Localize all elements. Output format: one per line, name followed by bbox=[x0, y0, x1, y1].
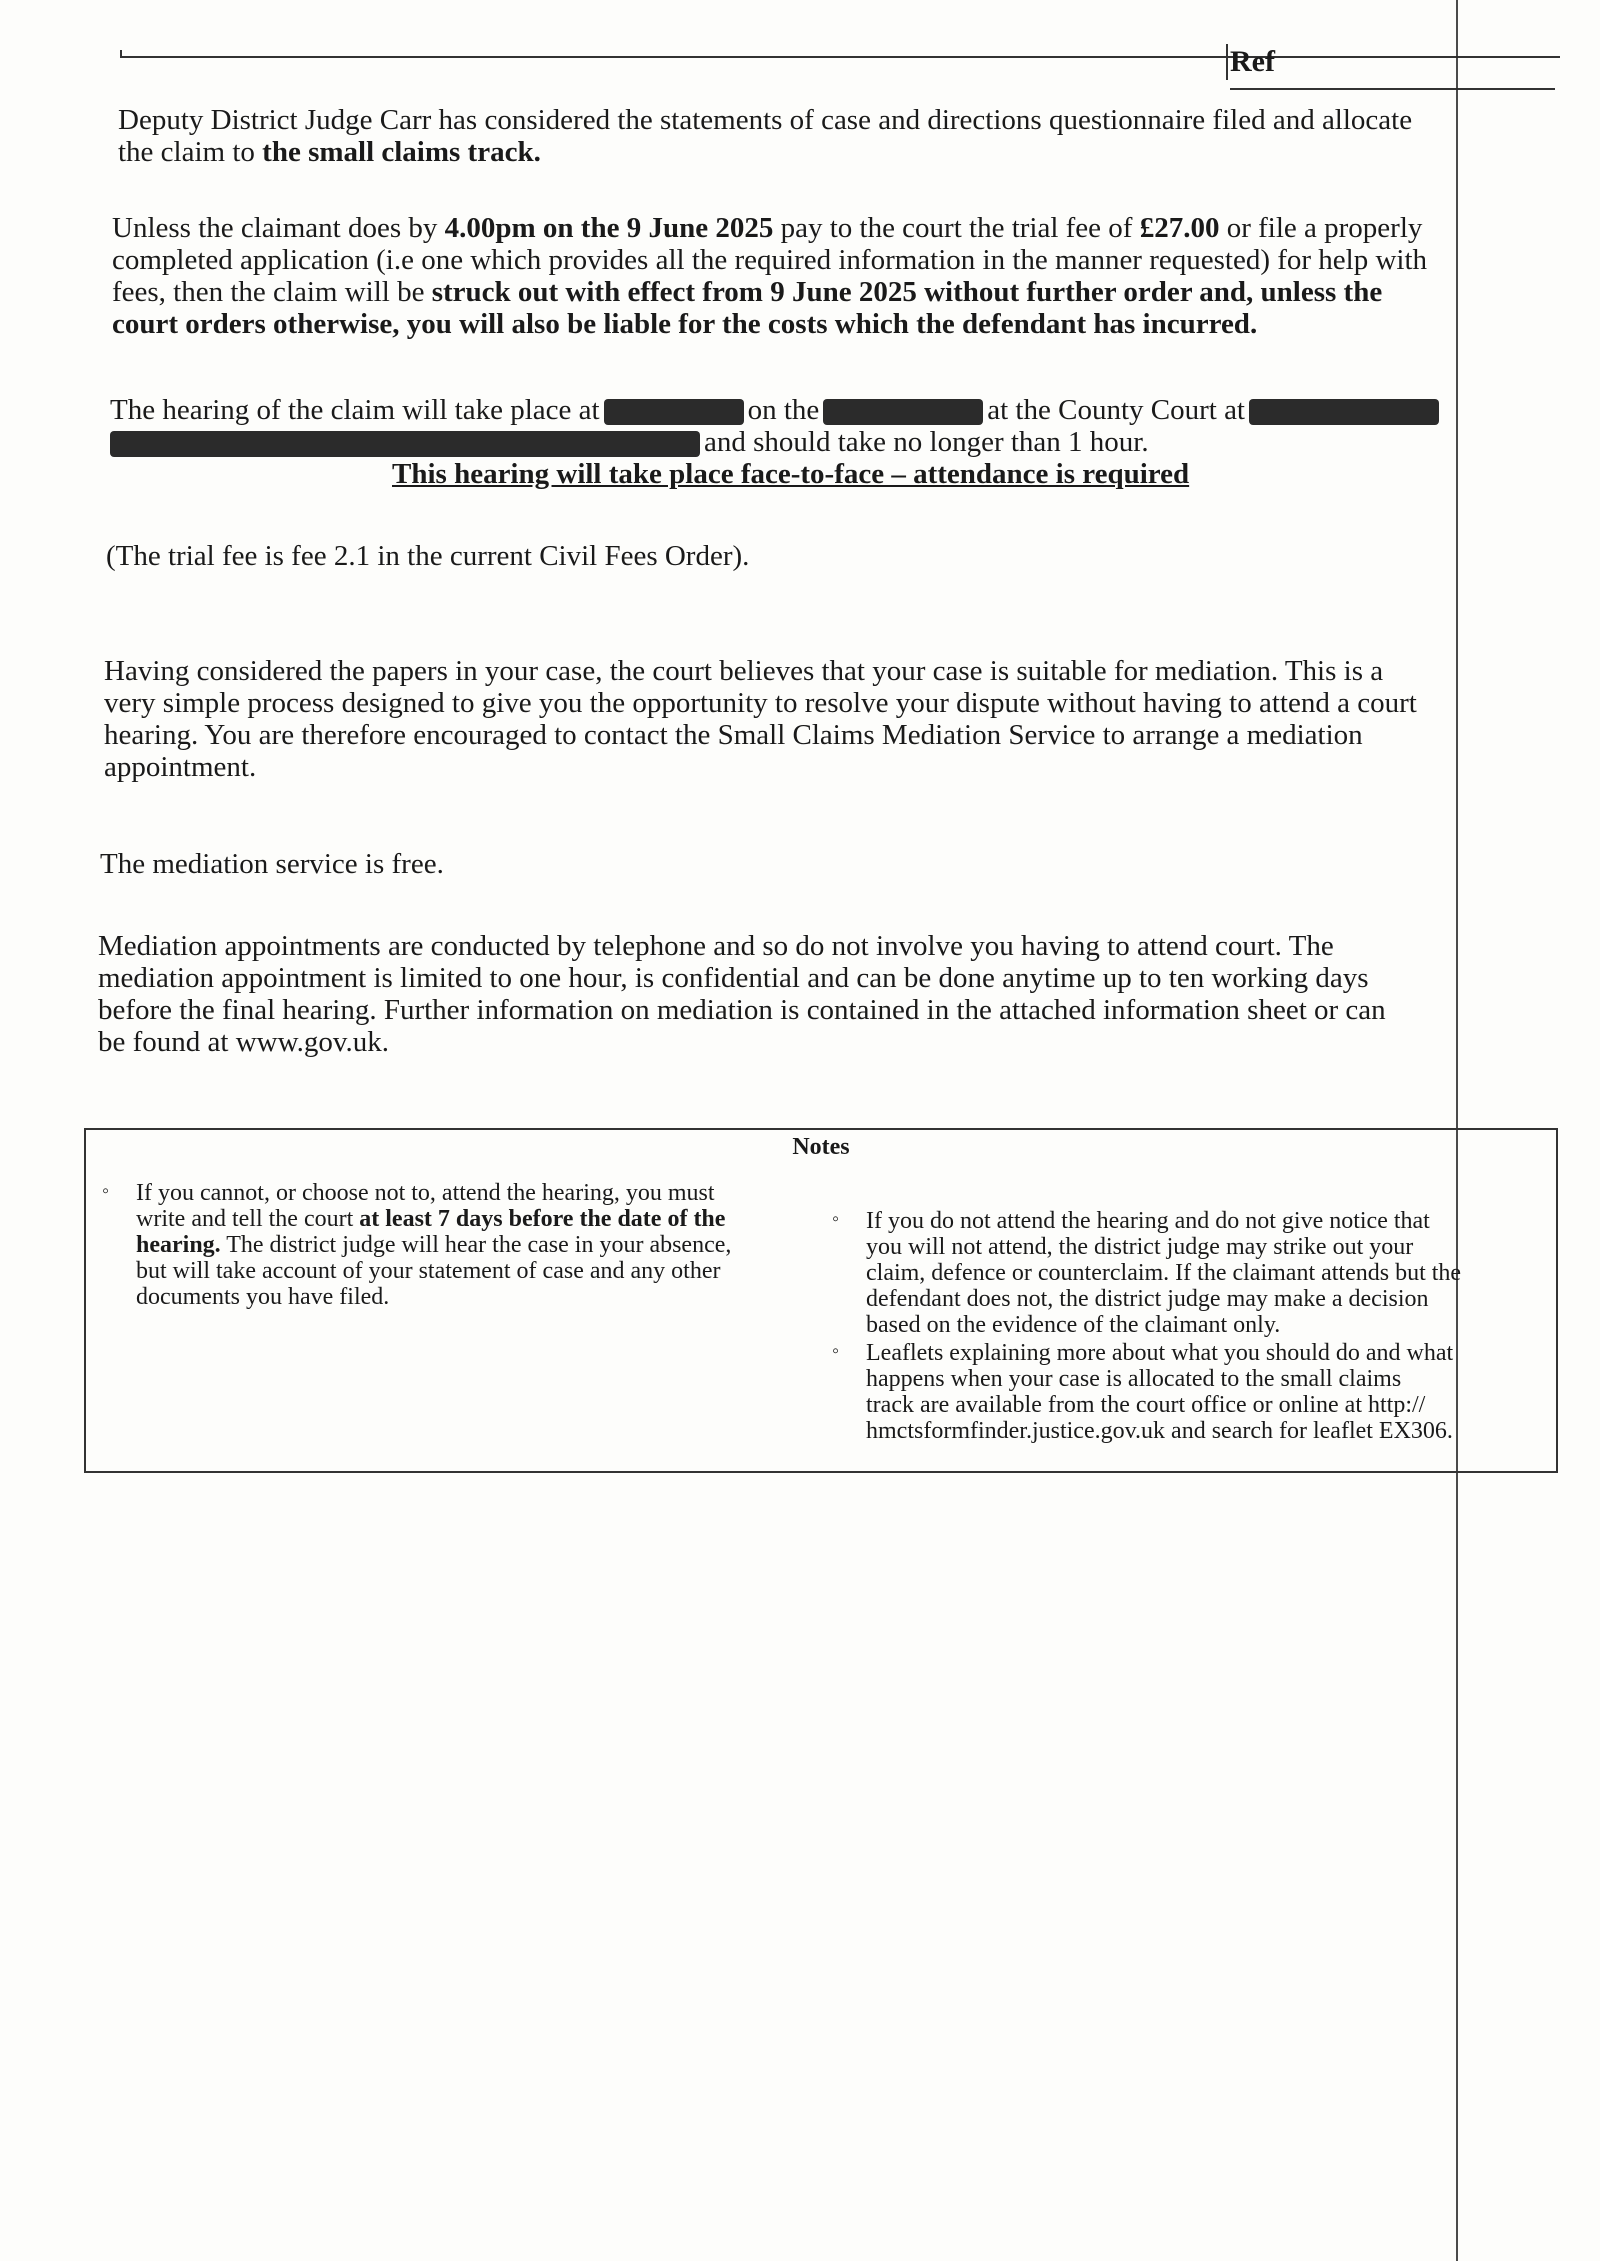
note-item: ◦ Leaflets explaining more about what you should do and what happens when your case is allocated to the small claims track are available from the court office or online at http:// hmctsformfinder.justice.gov.uk and search for leaflet EX306. bbox=[832, 1340, 1454, 1444]
notes-right-column bbox=[832, 1208, 1462, 1446]
bullet-icon: ◦ bbox=[102, 1180, 110, 1202]
redacted-court bbox=[1249, 399, 1439, 425]
mediation-paragraph bbox=[104, 655, 1417, 783]
allocation-paragraph bbox=[118, 104, 1412, 168]
mediation-details-paragraph bbox=[98, 930, 1386, 1058]
ref-underline bbox=[1230, 88, 1555, 90]
note-item: ◦ If you do not attend the hearing and do not give notice that you will not attend, the district judge may strike out your claim, defence or counterclaim. If the claimant attends but the defendant does not, the district judge may make a decision based on the evidence of the claimant only. bbox=[832, 1208, 1462, 1338]
redacted-address bbox=[110, 431, 700, 457]
text-line: Deputy District Judge Carr has considered the statements of case and directions questionnaire filed and allocate bbox=[118, 104, 1413, 136]
text-line: and should take no longer than 1 hour. bbox=[110, 426, 1443, 458]
note-item: ◦ If you cannot, or choose not to, attend the hearing, you must write and tell the court at least 7 days before the date of the hearing. The district judge will hear the case in your absence, but will take account of your statement of case and any other documents you have filed. bbox=[102, 1180, 732, 1310]
text-line: Mediation appointments are conducted by telephone and so do not involve you having to attend court. The bbox=[98, 930, 1334, 962]
text-line: The hearing of the claim will take place at on the at the County Court at bbox=[110, 394, 1443, 426]
fee-note: (The trial fee is fee 2.1 in the current Civil Fees Order). bbox=[106, 540, 750, 572]
header-rule bbox=[120, 56, 1560, 58]
ref-label: Ref bbox=[1226, 44, 1275, 80]
text-line: Unless the claimant does by 4.00pm on the 9 June 2025 pay to the court the trial fee of £27.00 or file a properly bbox=[112, 212, 1423, 244]
text-line: fees, then the claim will be struck out with effect from 9 June 2025 without further order and, unless the bbox=[112, 276, 1383, 308]
text-line: Having considered the papers in your case, the court believes that your case is suitable for mediation. This is a bbox=[104, 655, 1384, 687]
text-line: court orders otherwise, you will also be liable for the costs which the defendant has incurred. bbox=[112, 308, 1258, 340]
redacted-time bbox=[604, 399, 744, 425]
redacted-date bbox=[823, 399, 983, 425]
hearing-paragraph bbox=[110, 394, 1443, 490]
notes-left-column bbox=[102, 1180, 732, 1312]
text-line: before the final hearing. Further information on mediation is contained in the attached information sheet or can bbox=[98, 994, 1386, 1026]
trial-fee-paragraph bbox=[112, 212, 1427, 340]
text-line: the claim to the small claims track. bbox=[118, 136, 541, 168]
text-line: appointment. bbox=[104, 751, 257, 783]
notes-title: Notes bbox=[792, 1134, 850, 1160]
text-line: hearing. You are therefore encouraged to contact the Small Claims Mediation Service to arrange a mediation bbox=[104, 719, 1363, 751]
text-line: completed application (i.e one which provides all the required information in the manner requested) for help with bbox=[112, 244, 1428, 276]
notes-box bbox=[84, 1128, 1558, 1473]
mediation-free-note: The mediation service is free. bbox=[100, 848, 444, 880]
attendance-notice: This hearing will take place face-to-face – attendance is required bbox=[392, 458, 1190, 490]
text-line: mediation appointment is limited to one hour, is confidential and can be done anytime up to ten working days bbox=[98, 962, 1369, 994]
bullet-icon: ◦ bbox=[832, 1340, 840, 1362]
bullet-icon: ◦ bbox=[832, 1208, 840, 1230]
text-line: very simple process designed to give you the opportunity to resolve your dispute without having to attend a court bbox=[104, 687, 1417, 719]
text-line: be found at www.gov.uk. bbox=[98, 1026, 390, 1058]
